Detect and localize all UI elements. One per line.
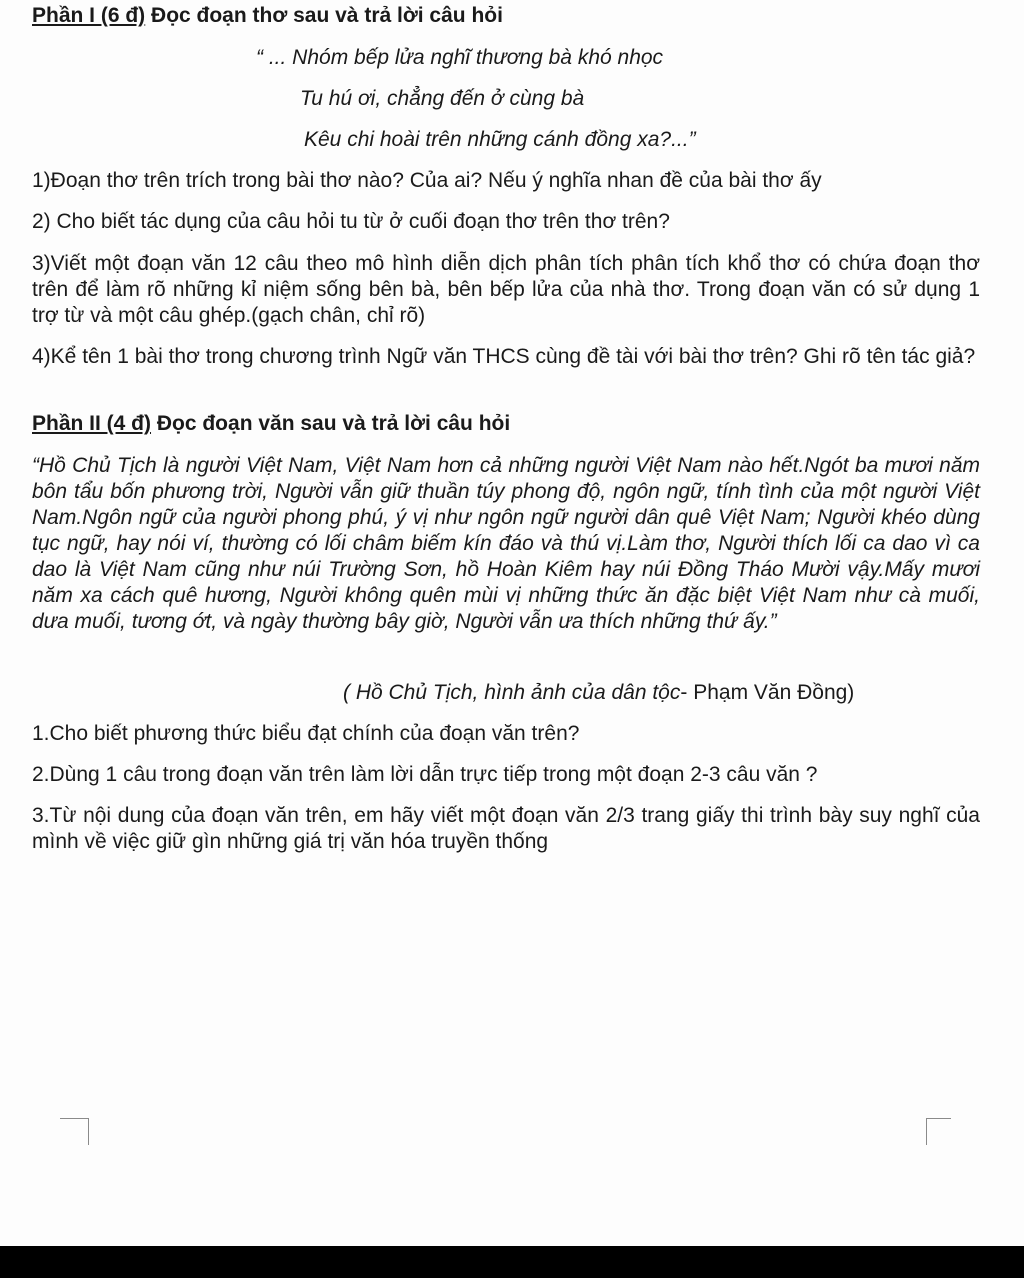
part2-question-2: 2.Dùng 1 câu trong đoạn văn trên làm lời dẫn trực tiếp trong một đoạn 2-3 câu văn ?	[32, 763, 818, 786]
part1-question-2: 2) Cho biết tác dụng của câu hỏi tu từ ở cuối đoạn thơ trên thơ trên?	[32, 210, 670, 233]
source-author: - Phạm Văn Đồng)	[680, 681, 855, 704]
part1-heading-label: Phần I (6 đ)	[32, 4, 146, 27]
part2-question-1: 1.Cho biết phương thức biểu đạt chính của đoạn văn trên?	[32, 722, 580, 745]
part1-heading-text: Đọc đoạn thơ sau và trả lời câu hỏi	[145, 4, 503, 27]
poem-line-1: “ ... Nhóm bếp lửa nghĩ thương bà khó nhọc	[256, 46, 664, 69]
source-title: ( Hồ Chủ Tịch, hình ảnh của dân tộc	[343, 681, 681, 704]
crop-corner-left	[60, 1118, 89, 1145]
part1-question-3: 3)Viết một đoạn văn 12 câu theo mô hình diễn dịch phân tích phân tích khổ thơ có chứa đoạn thơ trên để làm rõ những kỉ niệm sống bên bà, bên bếp lửa của nhà thơ. Trong đoạn văn có sử dụng 1 trợ từ và một câu ghép.(gạch chân, chỉ rõ)	[32, 252, 980, 327]
part2-heading-text: Đọc đoạn văn sau và trả lời câu hỏi	[151, 412, 511, 435]
part1-question-4: 4)Kể tên 1 bài thơ trong chương trình Ngữ văn THCS cùng đề tài với bài thơ trên? Ghi rõ tên tác giả?	[32, 345, 976, 368]
part2-heading-label: Phần II (4 đ)	[32, 412, 152, 435]
poem-line-3: Kêu chi hoài trên những cánh đồng xa?...”	[304, 128, 696, 151]
part2-heading	[32, 411, 510, 437]
part2-passage: “Hồ Chủ Tịch là người Việt Nam, Việt Nam hơn cả những người Việt Nam nào hết.Ngót ba mươi năm bôn tẩu bốn phương trời, Người vẫn giữ thuần túy phong độ, ngôn ngữ, tính tình của một người Việt Nam.Ngôn ngữ của người phong phú, ý vị như ngôn ngữ người dân quê Việt Nam; Người khéo dùng tục ngữ, hay nói ví, thường có lối châm biếm kín đáo và thú vị.Làm thơ, Người thích lối ca dao vì ca dao là Việt Nam cũng như núi Trường Sơn, hồ Hoàn Kiêm hay núi Đồng Tháo Mười vậy.Mấy mươi năm xa cách quê hương, Người không quên mùi vị những thức ăn đặc biệt Việt Nam như cà muối, dưa muối, tương ớt, và ngày thường bây giờ, Người vẫn ưa thích những thứ ấy.”	[32, 454, 980, 633]
part2-question-3: 3.Từ nội dung của đoạn văn trên, em hãy viết một đoạn văn 2/3 trang giấy thi trình bày suy nghĩ của mình về việc giữ gìn những giá trị văn hóa truyền thống	[32, 804, 980, 853]
part1-question-1: 1)Đoạn thơ trên trích trong bài thơ nào? Của ai? Nếu ý nghĩa nhan đề của bài thơ ấy	[32, 169, 822, 192]
passage-source	[343, 680, 854, 706]
crop-corner-right	[926, 1118, 951, 1145]
bottom-black-bar	[0, 1246, 1024, 1278]
poem-line-2: Tu hú ơi, chẳng đến ở cùng bà	[300, 87, 585, 110]
part1-heading	[32, 3, 503, 29]
